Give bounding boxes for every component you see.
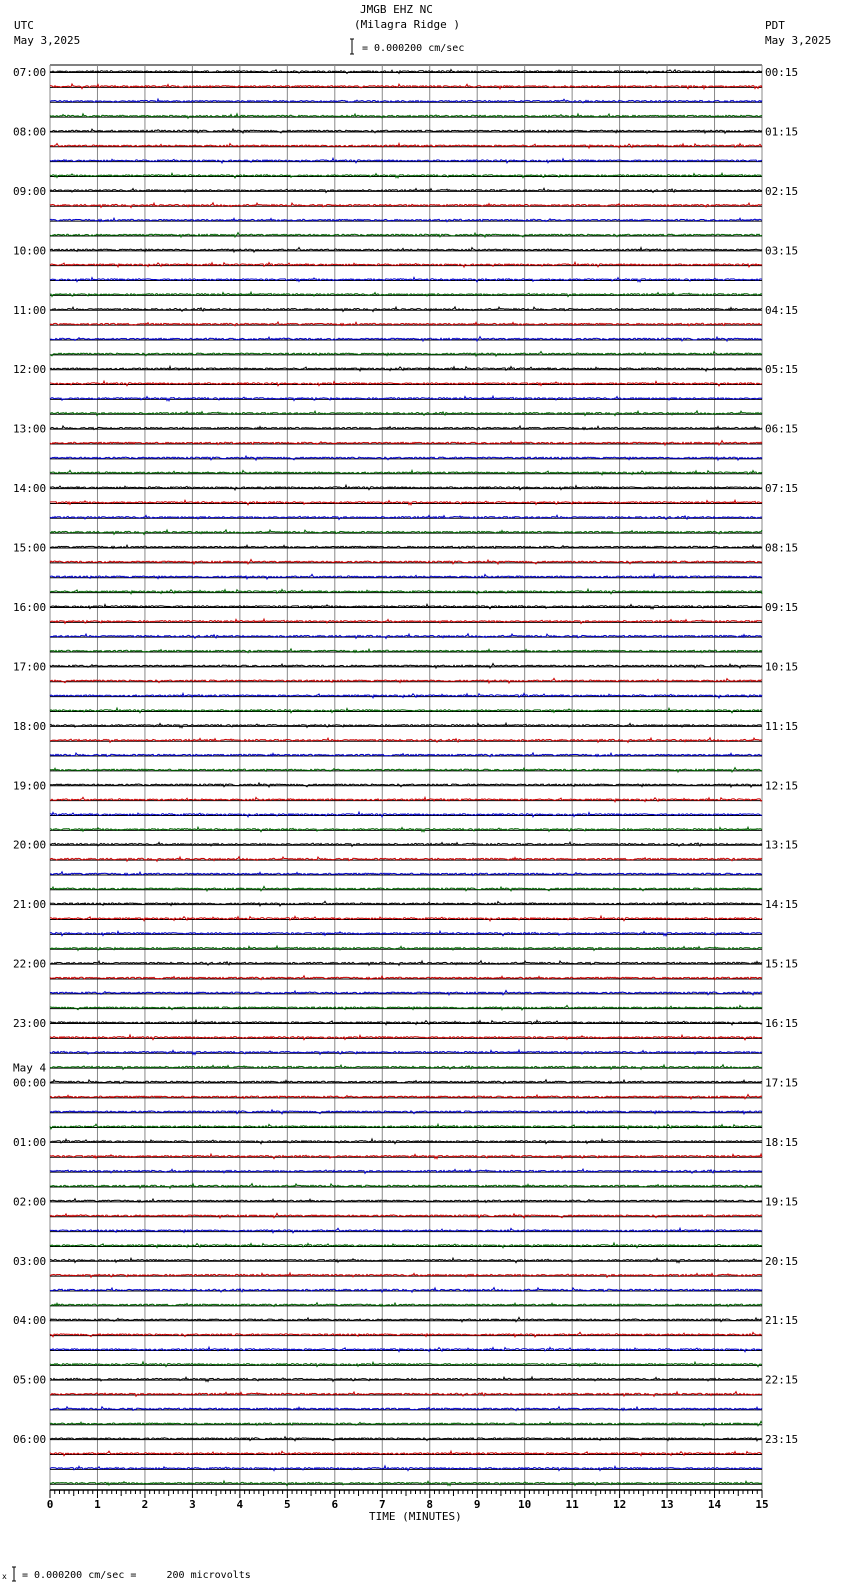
pdt-hour-label: 10:15 (765, 660, 799, 674)
pdt-hour-label: 14:15 (765, 898, 799, 912)
pdt-hour-label: 03:15 (765, 244, 799, 258)
pdt-hour-label: 06:15 (765, 422, 799, 436)
seismic-trace (50, 277, 762, 282)
utc-hour-label: 17:00 (13, 660, 47, 674)
seismic-trace (50, 634, 762, 639)
seismic-trace (50, 738, 762, 743)
pdt-hour-label: 09:15 (765, 600, 799, 614)
utc-hour-label: 20:00 (13, 838, 47, 852)
seismic-trace (50, 456, 762, 460)
seismic-trace (50, 1169, 762, 1173)
seismic-trace (50, 916, 762, 921)
pdt-hour-label: 16:15 (765, 1017, 799, 1031)
pdt-hour-label: 13:15 (765, 838, 799, 852)
utc-hour-label: 04:00 (13, 1314, 47, 1328)
pdt-hour-label: 08:15 (765, 541, 799, 555)
seismic-trace (50, 173, 762, 178)
seismic-trace (50, 827, 762, 832)
utc-hour-label: 16:00 (13, 600, 47, 614)
seismic-trace (50, 262, 762, 267)
utc-hour-label: 13:00 (13, 422, 47, 436)
pdt-hour-label: 20:15 (765, 1254, 799, 1268)
seismic-trace (50, 1377, 762, 1382)
seismic-trace (50, 381, 762, 386)
seismic-trace (50, 1050, 762, 1054)
x-tick-label: 14 (707, 1498, 722, 1511)
utc-hour-label: 01:00 (13, 1135, 47, 1149)
seismic-trace (50, 812, 762, 817)
pdt-hour-label: 15:15 (765, 957, 799, 971)
seismic-trace (50, 1362, 762, 1367)
left-date: May 3,2025 (14, 34, 81, 47)
pdt-hour-label: 17:15 (765, 1076, 799, 1090)
utc-hour-label: 06:00 (13, 1433, 47, 1447)
x-axis-label: TIME (MINUTES) (369, 1510, 462, 1523)
right-date: May 3,2025 (765, 34, 832, 47)
seismic-trace (50, 500, 762, 505)
seismic-trace (50, 574, 762, 579)
seismic-trace (50, 604, 762, 609)
utc-hour-label: 23:00 (13, 1017, 47, 1031)
x-tick-label: 8 (426, 1498, 434, 1511)
seismic-trace (50, 366, 762, 371)
seismic-trace (50, 158, 762, 163)
x-tick-label: 1 (94, 1498, 101, 1511)
pdt-hour-label: 21:15 (765, 1314, 799, 1328)
x-tick-label: 0 (46, 1498, 54, 1511)
seismic-trace (50, 1347, 762, 1352)
seismic-trace (50, 1243, 762, 1248)
x-tick-label: 4 (236, 1498, 244, 1511)
footer-marker: x (2, 1572, 7, 1581)
pdt-hour-label: 11:15 (765, 719, 799, 733)
x-tick-label: 11 (565, 1498, 579, 1511)
seismic-trace (50, 1139, 762, 1144)
pdt-hour-label: 22:15 (765, 1373, 799, 1387)
utc-hour-label: 11:00 (13, 303, 47, 317)
seismic-trace (50, 783, 762, 787)
x-tick-label: 2 (141, 1498, 149, 1511)
station-location: (Milagra Ridge ) (354, 18, 460, 31)
seismic-trace (50, 708, 762, 713)
x-tick-label: 9 (473, 1498, 481, 1511)
seismic-trace (50, 1332, 762, 1337)
seismic-trace (50, 678, 762, 683)
pdt-hour-label: 23:15 (765, 1433, 799, 1447)
utc-hour-label: 22:00 (13, 957, 47, 971)
station-title: JMGB EHZ NC (360, 3, 433, 16)
utc-hour-label: 03:00 (13, 1254, 47, 1268)
seismic-trace (50, 129, 762, 133)
seismic-trace (50, 84, 762, 89)
pdt-hour-label: 19:15 (765, 1195, 799, 1209)
pdt-hour-label: 18:15 (765, 1135, 799, 1149)
utc-hour-label: 10:00 (13, 244, 47, 258)
seismic-trace (50, 248, 762, 253)
seismic-trace (50, 723, 762, 727)
pdt-hour-label: 00:15 (765, 66, 799, 79)
seismic-trace (50, 901, 762, 906)
left-timezone: UTC (14, 19, 34, 32)
utc-hour-label: 12:00 (13, 363, 47, 377)
utc-hour-label: 15:00 (13, 541, 47, 555)
scale-label: = 0.000200 cm/sec (362, 43, 465, 54)
utc-hour-label: 08:00 (13, 125, 47, 139)
utc-hour-label: 14:00 (13, 482, 47, 496)
seismic-trace (50, 1228, 762, 1233)
seismic-trace (50, 1154, 762, 1159)
pdt-hour-label: 12:15 (765, 779, 799, 793)
x-tick-label: 13 (660, 1498, 674, 1511)
pdt-hour-label: 07:15 (765, 482, 799, 496)
seismic-trace (50, 857, 762, 862)
seismic-trace (50, 307, 762, 312)
seismic-trace (50, 1035, 762, 1040)
seismic-trace (50, 352, 762, 357)
seismic-trace (50, 396, 762, 401)
x-tick-label: 6 (331, 1498, 339, 1511)
seismic-trace (50, 530, 762, 535)
pdt-hour-label: 01:15 (765, 125, 799, 139)
seismic-trace (50, 693, 762, 698)
seismic-trace (50, 411, 762, 416)
seismic-trace (50, 619, 762, 623)
seismic-trace (50, 589, 762, 594)
seismic-trace (50, 1392, 762, 1397)
right-timezone: PDT (765, 19, 785, 32)
x-tick-label: 5 (284, 1498, 291, 1511)
seismic-trace (50, 1481, 762, 1486)
seismic-trace (50, 842, 762, 846)
seismic-trace (50, 1258, 762, 1263)
seismic-trace (50, 1020, 762, 1025)
seismic-trace (50, 1451, 762, 1456)
date-change-label: May 4 (13, 1061, 47, 1075)
utc-hour-label: 21:00 (13, 898, 47, 912)
utc-hour-label: 09:00 (13, 184, 47, 198)
seismic-trace (50, 961, 762, 966)
seismic-trace (50, 931, 762, 936)
pdt-hour-label: 05:15 (765, 363, 799, 377)
seismic-trace (50, 1110, 762, 1114)
utc-hour-label: 18:00 (13, 719, 47, 733)
seismic-trace (50, 485, 762, 490)
seismic-trace (50, 203, 762, 208)
utc-hour-label: 19:00 (13, 779, 47, 793)
x-tick-label: 3 (189, 1498, 196, 1511)
pdt-hour-label: 02:15 (765, 184, 799, 198)
utc-hour-label: 02:00 (13, 1195, 47, 1209)
seismic-trace (50, 515, 762, 519)
x-tick-label: 7 (378, 1498, 386, 1511)
footer-scale-label: = 0.000200 cm/sec = 200 microvolts (22, 1570, 251, 1581)
x-tick-label: 10 (518, 1498, 532, 1511)
utc-hour-label: 00:00 (13, 1076, 47, 1090)
seismic-trace (50, 1466, 762, 1471)
utc-hour-label: 07:00 (13, 66, 47, 79)
utc-hour-label: 05:00 (13, 1373, 47, 1387)
x-tick-label: 15 (755, 1498, 769, 1511)
seismic-trace (50, 1005, 762, 1010)
seismic-trace (50, 1124, 762, 1129)
seismic-trace (50, 946, 762, 950)
pdt-hour-label: 04:15 (765, 303, 799, 317)
seismic-trace (50, 292, 762, 296)
seismic-trace (50, 1184, 762, 1189)
x-tick-label: 12 (612, 1498, 627, 1511)
